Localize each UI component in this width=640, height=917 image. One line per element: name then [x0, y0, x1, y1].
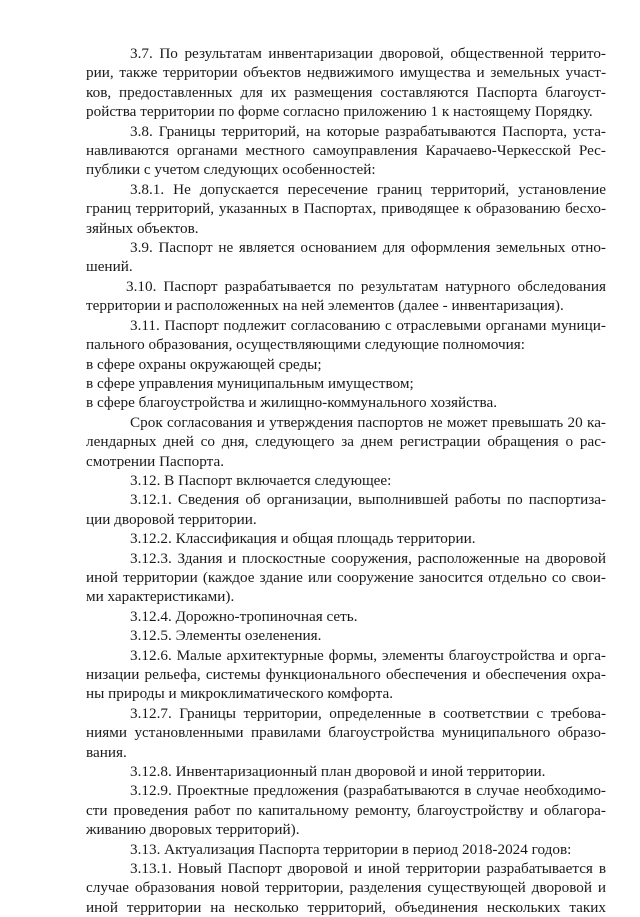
text-line: рии, также территории объектов недвижимого имущества и земельных участ-	[86, 64, 606, 82]
text-line: границ территорий, указанных в Паспортах, приводящее к образованию бесхо-	[86, 200, 606, 218]
text-line: 3.8. Границы территорий, на которые разрабатываются Паспорта, уста-	[130, 122, 606, 140]
text-line: 3.12.8. Инвентаризационный план дворовой и иной территории.	[130, 763, 546, 781]
text-line: в сфере благоустройства и жилищно-коммунального хозяйства.	[86, 394, 498, 412]
text-line: ниями установленными правилами благоустройства муниципального образо-	[86, 724, 606, 742]
text-line: в сфере охраны окружающей среды;	[86, 355, 322, 373]
text-line: сти проведения работ по капитальному ремонту, благоустройству и облагора-	[86, 801, 606, 819]
text-line: ми характеристиками).	[86, 588, 235, 606]
text-line: 3.12.4. Дорожно-тропиночная сеть.	[130, 607, 358, 625]
text-line: 3.13.1. Новый Паспорт дворовой и иной территории разрабатывается в	[130, 860, 606, 878]
text-line: 3.7. По результатам инвентаризации дворовой, общественной террито-	[130, 45, 606, 62]
text-line: живанию дворовых территорий).	[86, 821, 300, 839]
text-line: ков, предоставленных для их размещения составляются Паспорта благоуст-	[86, 83, 606, 101]
text-line: ройства территории по форме согласно приложению 1 к настоящему Порядку.	[86, 103, 593, 121]
text-line: территории и расположенных на ней элементов (далее - инвентаризация).	[86, 297, 564, 315]
text-line: зяйных объектов.	[86, 219, 199, 237]
text-line: 3.12.5. Элементы озеленения.	[130, 627, 322, 645]
text-line: 3.13. Актуализация Паспорта территории в период 2018-2024 годов:	[130, 840, 572, 858]
text-line: 3.11. Паспорт подлежит согласованию с отраслевыми органами муници-	[130, 316, 606, 334]
text-line: иной территории (каждое здание или сооружение заносится отдельно со свои-	[86, 568, 606, 586]
text-line: Срок согласования и утверждения паспортов не может превышать 20 ка-	[130, 413, 606, 431]
text-line: иной территории на несколько территорий, объединения нескольких таких	[86, 898, 606, 916]
text-line: 3.10. Паспорт разрабатывается по результатам натурного обследования	[126, 277, 606, 295]
text-line: смотрении Паспорта.	[86, 452, 225, 470]
text-line: ции дворовой территории.	[86, 510, 257, 528]
text-line: 3.9. Паспорт не является основанием для оформления земельных отно-	[130, 239, 606, 257]
text-line: 3.12. В Паспорт включается следующее:	[130, 471, 392, 489]
text-line: вания.	[86, 743, 127, 761]
text-line: публики с учетом следующих особенностей:	[86, 161, 376, 179]
text-line: 3.12.1. Сведения об организации, выполнившей работы по паспортиза-	[130, 491, 606, 509]
text-line: 3.12.2. Классификация и общая площадь территории.	[130, 530, 476, 548]
text-line: шений.	[86, 258, 133, 276]
text-line: пального образования, осуществляющими следующие полномочия:	[86, 336, 525, 354]
text-line: случае образования новой территории, разделения существующей дворовой и	[86, 879, 606, 897]
document-text	[86, 44, 606, 917]
text-line: лендарных дней со дня, следующего за днем регистрации обращения о рас-	[86, 433, 606, 451]
text-line: 3.12.3. Здания и плоскостные сооружения, расположенные на дворовой	[130, 549, 606, 567]
text-line: 3.12.9. Проектные предложения (разрабатываются в случае необходимо-	[130, 782, 606, 800]
text-line: низации рельефа, системы функционального обеспечения и обеспечения охра-	[86, 666, 606, 683]
text-line: 3.12.6. Малые архитектурные формы, элементы благоустройства и орга-	[130, 646, 606, 664]
text-line: 3.8.1. Не допускается пересечение границ территорий, установление	[130, 180, 606, 198]
text-line: навливаются органами местного самоуправления Карачаево-Черкесской Рес-	[86, 142, 606, 160]
text-line: ны природы и микроклиматического комфорта.	[86, 685, 394, 703]
text-line: в сфере управления муниципальным имуществом;	[86, 374, 414, 392]
text-line: 3.12.7. Границы территории, определенные в соответствии с требова-	[130, 704, 606, 722]
